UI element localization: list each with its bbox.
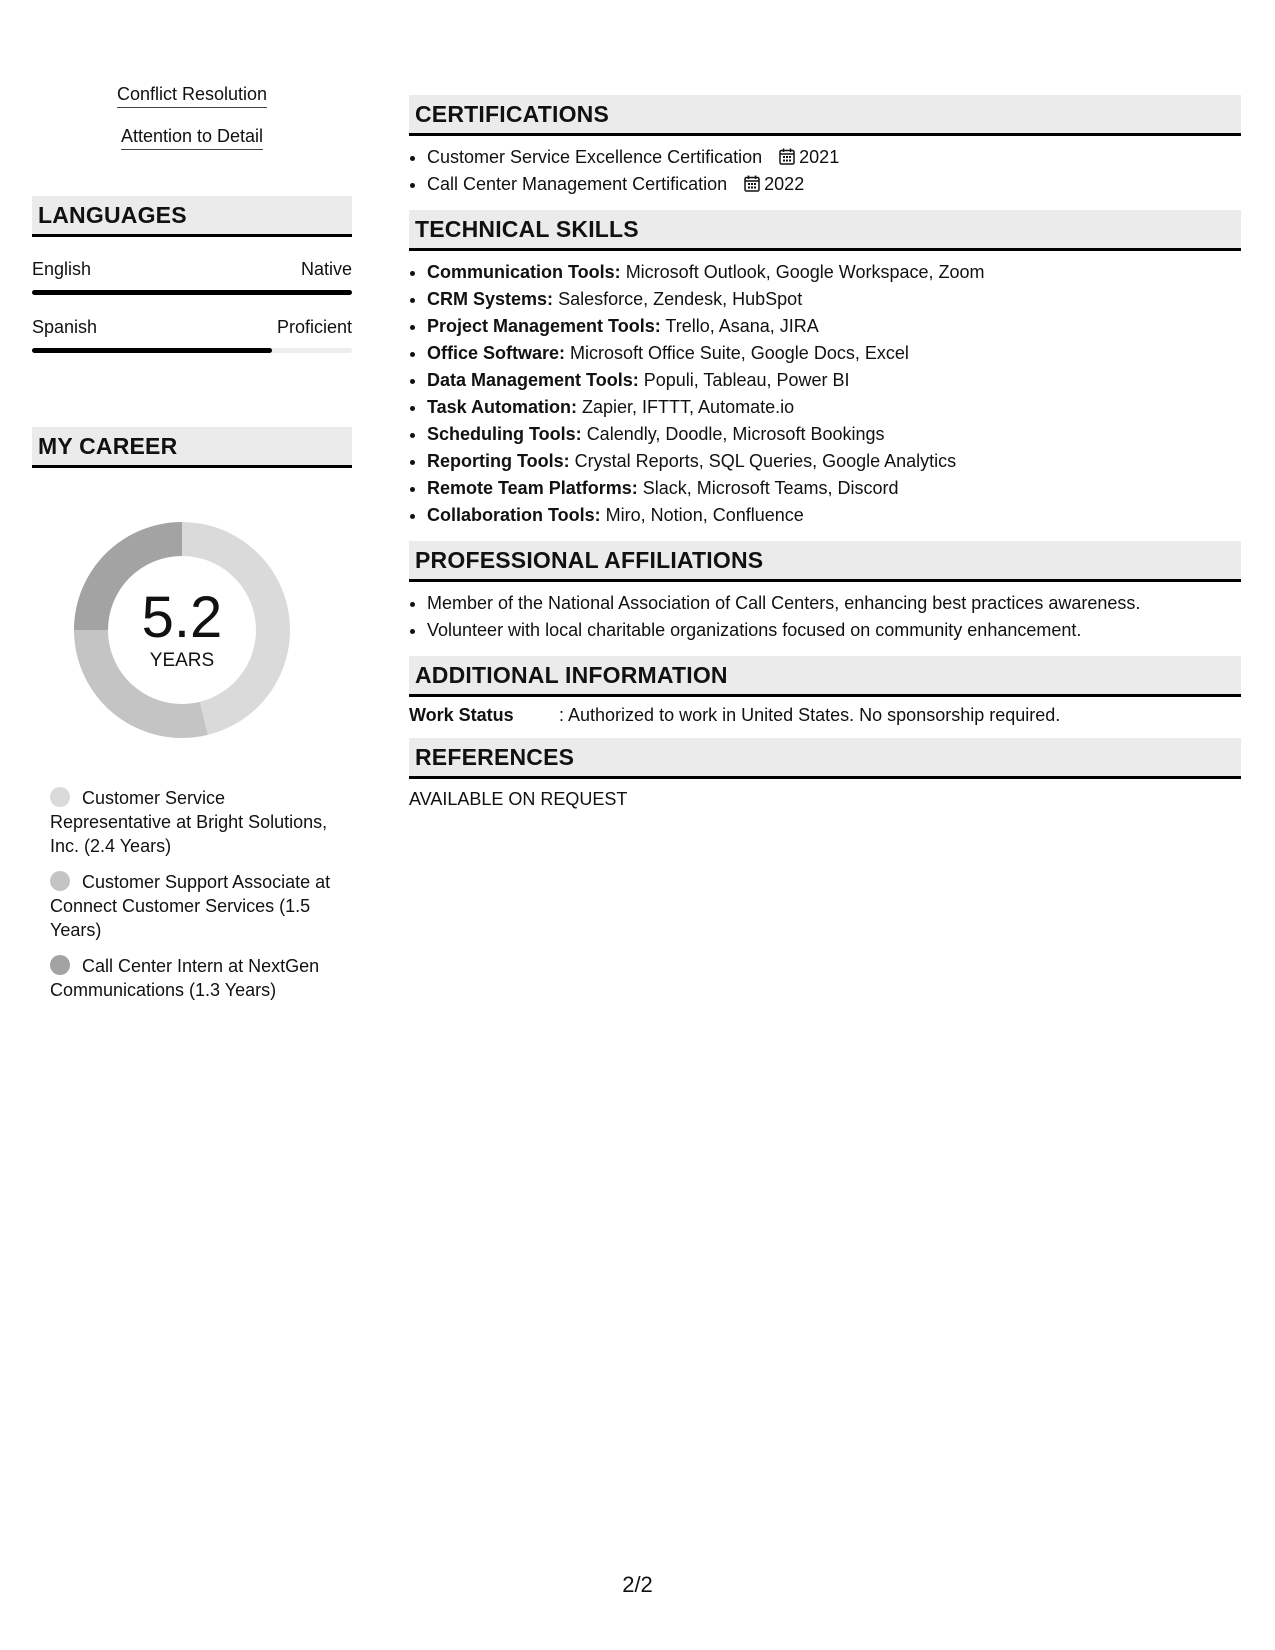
language-bar: [32, 348, 352, 353]
language-bar-fill: [32, 290, 352, 295]
technical-skill-item: [427, 313, 1241, 340]
calendar-icon: [779, 148, 795, 165]
skill-label: Project Management Tools:: [427, 316, 661, 336]
career-section: [32, 427, 352, 1002]
technical-skill-item: [427, 502, 1241, 529]
section-header-technical-skills: TECHNICAL SKILLS: [409, 210, 1241, 251]
language-bar: [32, 290, 352, 295]
certification-year: 2021: [799, 147, 840, 167]
language-level: Proficient: [276, 317, 352, 337]
language-name: English: [32, 259, 92, 279]
calendar-icon: [744, 175, 760, 192]
certifications-section: [409, 95, 1241, 198]
language-bar-fill: [32, 348, 272, 353]
skill-tag: Attention to Detail: [121, 126, 263, 150]
skill-label: Scheduling Tools:: [427, 424, 582, 444]
technical-skills-section: [409, 210, 1241, 529]
skill-label: Office Software:: [427, 343, 566, 363]
skill-value: Slack, Microsoft Teams, Discord: [642, 478, 899, 498]
references-section: [409, 738, 1241, 810]
career-legend-text: Call Center Intern at NextGen Communications (1.3 Years): [50, 956, 320, 1000]
work-status-row: [409, 705, 1241, 726]
technical-skill-item: [427, 286, 1241, 313]
certifications-list: [409, 144, 1241, 198]
career-legend: [32, 786, 340, 1002]
skill-value: Salesforce, Zendesk, HubSpot: [558, 289, 803, 309]
career-donut-chart: [62, 510, 302, 750]
certification-item: [427, 171, 1241, 198]
technical-skill-item: [427, 259, 1241, 286]
skill-label: Reporting Tools:: [427, 451, 570, 471]
affiliations-list: [409, 590, 1241, 644]
affiliations-section: [409, 541, 1241, 644]
career-legend-text: Customer Support Associate at Connect Customer Services (1.5 Years): [50, 872, 331, 940]
skill-label: Task Automation:: [427, 397, 578, 417]
language-level: Native: [300, 259, 352, 279]
skill-value: Trello, Asana, JIRA: [665, 316, 819, 336]
skill-value: Crystal Reports, SQL Queries, Google Analytics: [574, 451, 957, 471]
certification-item: [427, 144, 1241, 171]
left-column: [32, 84, 352, 1014]
technical-skill-item: [427, 340, 1241, 367]
affiliation-item: • Volunteer with local charitable organizations focused on community enhancement.: [427, 617, 1241, 644]
references-text: AVAILABLE ON REQUEST: [409, 789, 628, 809]
skill-value: Calendly, Doodle, Microsoft Bookings: [586, 424, 885, 444]
career-legend-text: Customer Service Representative at Bright Solutions, Inc. (2.4 Years): [50, 788, 328, 856]
skill-value: Populi, Tableau, Power BI: [643, 370, 850, 390]
section-header-languages: LANGUAGES: [32, 196, 352, 237]
career-legend-item: [50, 954, 340, 1002]
technical-skill-item: [427, 367, 1241, 394]
skill-label: Remote Team Platforms:: [427, 478, 638, 498]
section-header-certifications: CERTIFICATIONS: [409, 95, 1241, 136]
skill-tag: Conflict Resolution: [117, 84, 267, 108]
language-name: Spanish: [32, 317, 98, 337]
skill-tags: [32, 84, 352, 150]
languages-section: [32, 196, 352, 353]
skill-label: Collaboration Tools:: [427, 505, 601, 525]
affiliation-item: • Member of the National Association of Call Centers, enhancing best practices awareness.: [427, 590, 1241, 617]
career-legend-item: [50, 870, 340, 942]
language-entry: [32, 317, 352, 353]
right-column: [409, 95, 1241, 810]
page-number: 2/2: [622, 1572, 653, 1597]
skill-label: CRM Systems:: [427, 289, 554, 309]
career-legend-item: [50, 786, 340, 858]
skill-label: Communication Tools:: [427, 262, 621, 282]
technical-skill-item: [427, 475, 1241, 502]
skill-label: Data Management Tools:: [427, 370, 639, 390]
technical-skills-list: [409, 259, 1241, 529]
language-entry: [32, 259, 352, 295]
technical-skill-item: [427, 421, 1241, 448]
technical-skill-item: [427, 394, 1241, 421]
section-header-affiliations: PROFESSIONAL AFFILIATIONS: [409, 541, 1241, 582]
career-total-value: 5.2: [141, 585, 223, 650]
legend-dot-icon: [50, 787, 70, 807]
section-header-additional-info: ADDITIONAL INFORMATION: [409, 656, 1241, 697]
legend-dot-icon: [50, 871, 70, 891]
certification-name: Customer Service Excellence Certification: [427, 147, 763, 167]
skill-value: Microsoft Outlook, Google Workspace, Zoom: [625, 262, 985, 282]
legend-dot-icon: [50, 955, 70, 975]
work-status-label: Work Status: [409, 705, 514, 725]
technical-skill-item: [427, 448, 1241, 475]
skill-value: Zapier, IFTTT, Automate.io: [582, 397, 795, 417]
section-header-references: REFERENCES: [409, 738, 1241, 779]
work-status-value: : Authorized to work in United States. No sponsorship required.: [559, 705, 1061, 725]
section-header-career: MY CAREER: [32, 427, 352, 468]
certification-name: Call Center Management Certification: [427, 174, 728, 194]
additional-info-section: [409, 656, 1241, 726]
certification-year: 2022: [764, 174, 805, 194]
skill-value: Microsoft Office Suite, Google Docs, Excel: [570, 343, 909, 363]
career-total-unit: YEARS: [149, 650, 215, 671]
skill-value: Miro, Notion, Confluence: [605, 505, 804, 525]
